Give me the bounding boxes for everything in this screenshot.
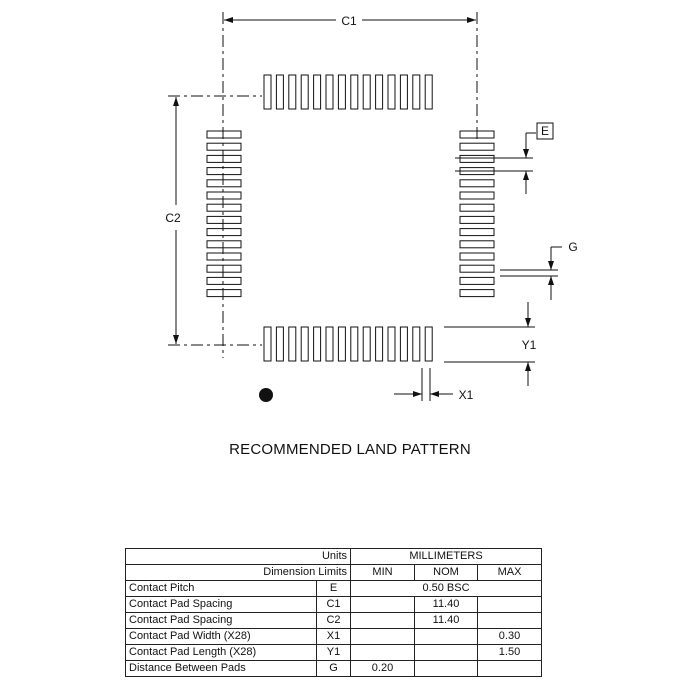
pad-top-3: [289, 75, 296, 109]
row-nom: [415, 661, 478, 677]
row-nom: 11.40: [415, 597, 478, 613]
pad-left-13: [207, 277, 241, 284]
pad-right-14: [460, 290, 494, 297]
pad-bottom-3: [289, 327, 296, 361]
row-max: [478, 613, 542, 629]
pad-right-8: [460, 216, 494, 223]
pad-left-9: [207, 229, 241, 236]
pad-top-7: [338, 75, 345, 109]
row-max: 1.50: [478, 645, 542, 661]
y1-label: Y1: [521, 338, 537, 352]
row-max: [478, 661, 542, 677]
pad-bottom-10: [376, 327, 383, 361]
pad-bottom-12: [400, 327, 407, 361]
pad-bottom-14: [425, 327, 432, 361]
pad-left-10: [207, 241, 241, 248]
dimension-limits-header: Dimension Limits: [126, 565, 351, 581]
dimension-table: [125, 548, 542, 677]
pad-bottom-5: [314, 327, 321, 361]
row-name: Contact Pitch: [126, 581, 317, 597]
row-nom: [415, 645, 478, 661]
row-symbol: C1: [317, 597, 351, 613]
row-nom: 0.50 BSC: [351, 581, 542, 597]
pad-top-2: [276, 75, 283, 109]
row-nom: [415, 629, 478, 645]
row-symbol: C2: [317, 613, 351, 629]
pin-one-marker: [259, 388, 273, 402]
units-row: [126, 549, 542, 565]
pad-right-13: [460, 277, 494, 284]
g-label: G: [568, 240, 578, 254]
table-row: [126, 629, 542, 645]
pad-top-1: [264, 75, 271, 109]
table-row: [126, 613, 542, 629]
pad-top-6: [326, 75, 333, 109]
pad-bottom-8: [351, 327, 358, 361]
pad-top-10: [376, 75, 383, 109]
row-min: 0.20: [351, 661, 415, 677]
row-max: 0.30: [478, 629, 542, 645]
limits-row: [126, 565, 542, 581]
pad-left-2: [207, 143, 241, 150]
pad-left-3: [207, 155, 241, 162]
row-max: [478, 597, 542, 613]
diagram-caption: RECOMMENDED LAND PATTERN: [229, 441, 471, 458]
pad-top-4: [301, 75, 308, 109]
row-nom: 11.40: [415, 613, 478, 629]
pad-bottom-1: [264, 327, 271, 361]
x1-label: X1: [458, 388, 474, 402]
pad-bottom-13: [413, 327, 420, 361]
row-min: [351, 597, 415, 613]
row-name: Contact Pad Length (X28): [126, 645, 317, 661]
pad-right-7: [460, 204, 494, 211]
row-name: Contact Pad Width (X28): [126, 629, 317, 645]
pad-left-11: [207, 253, 241, 260]
pad-top-14: [425, 75, 432, 109]
table-row: [126, 597, 542, 613]
row-name: Contact Pad Spacing: [126, 597, 317, 613]
pad-top-8: [351, 75, 358, 109]
pad-left-7: [207, 204, 241, 211]
pad-top-9: [363, 75, 370, 109]
row-symbol: Y1: [317, 645, 351, 661]
pad-bottom-7: [338, 327, 345, 361]
pad-bottom-2: [276, 327, 283, 361]
pad-left-1: [207, 131, 241, 138]
g-dimension: [500, 247, 562, 300]
pad-left-4: [207, 168, 241, 175]
nom-header: NOM: [415, 565, 478, 581]
table-row: [126, 661, 542, 677]
pad-right-2: [460, 143, 494, 150]
pad-right-11: [460, 253, 494, 260]
units-header: Units: [126, 549, 351, 565]
pad-right-9: [460, 229, 494, 236]
units-value: MILLIMETERS: [351, 549, 542, 565]
c2-label: C2: [165, 211, 181, 225]
table-row: [126, 645, 542, 661]
c1-dimension: [223, 12, 477, 358]
row-symbol: X1: [317, 629, 351, 645]
min-header: MIN: [351, 565, 415, 581]
row-name: Distance Between Pads: [126, 661, 317, 677]
e-label: E: [540, 124, 550, 138]
pad-bottom-9: [363, 327, 370, 361]
row-min: [351, 645, 415, 661]
pad-top-13: [413, 75, 420, 109]
row-symbol: G: [317, 661, 351, 677]
pad-right-3: [460, 155, 494, 162]
pad-left-6: [207, 192, 241, 199]
pad-left-14: [207, 290, 241, 297]
pad-left-5: [207, 180, 241, 187]
pad-right-12: [460, 265, 494, 272]
pad-left-8: [207, 216, 241, 223]
pad-right-5: [460, 180, 494, 187]
pad-left-12: [207, 265, 241, 272]
pad-group: [207, 75, 494, 361]
pad-bottom-6: [326, 327, 333, 361]
pad-bottom-4: [301, 327, 308, 361]
row-min: [351, 629, 415, 645]
pad-bottom-11: [388, 327, 395, 361]
row-min: [351, 613, 415, 629]
pad-top-12: [400, 75, 407, 109]
table-row: [126, 581, 542, 597]
row-symbol: E: [317, 581, 351, 597]
pad-right-6: [460, 192, 494, 199]
pad-top-11: [388, 75, 395, 109]
max-header: MAX: [478, 565, 542, 581]
pad-right-10: [460, 241, 494, 248]
c1-label: C1: [341, 14, 357, 28]
row-name: Contact Pad Spacing: [126, 613, 317, 629]
pad-top-5: [314, 75, 321, 109]
x1-dimension: [394, 368, 453, 401]
